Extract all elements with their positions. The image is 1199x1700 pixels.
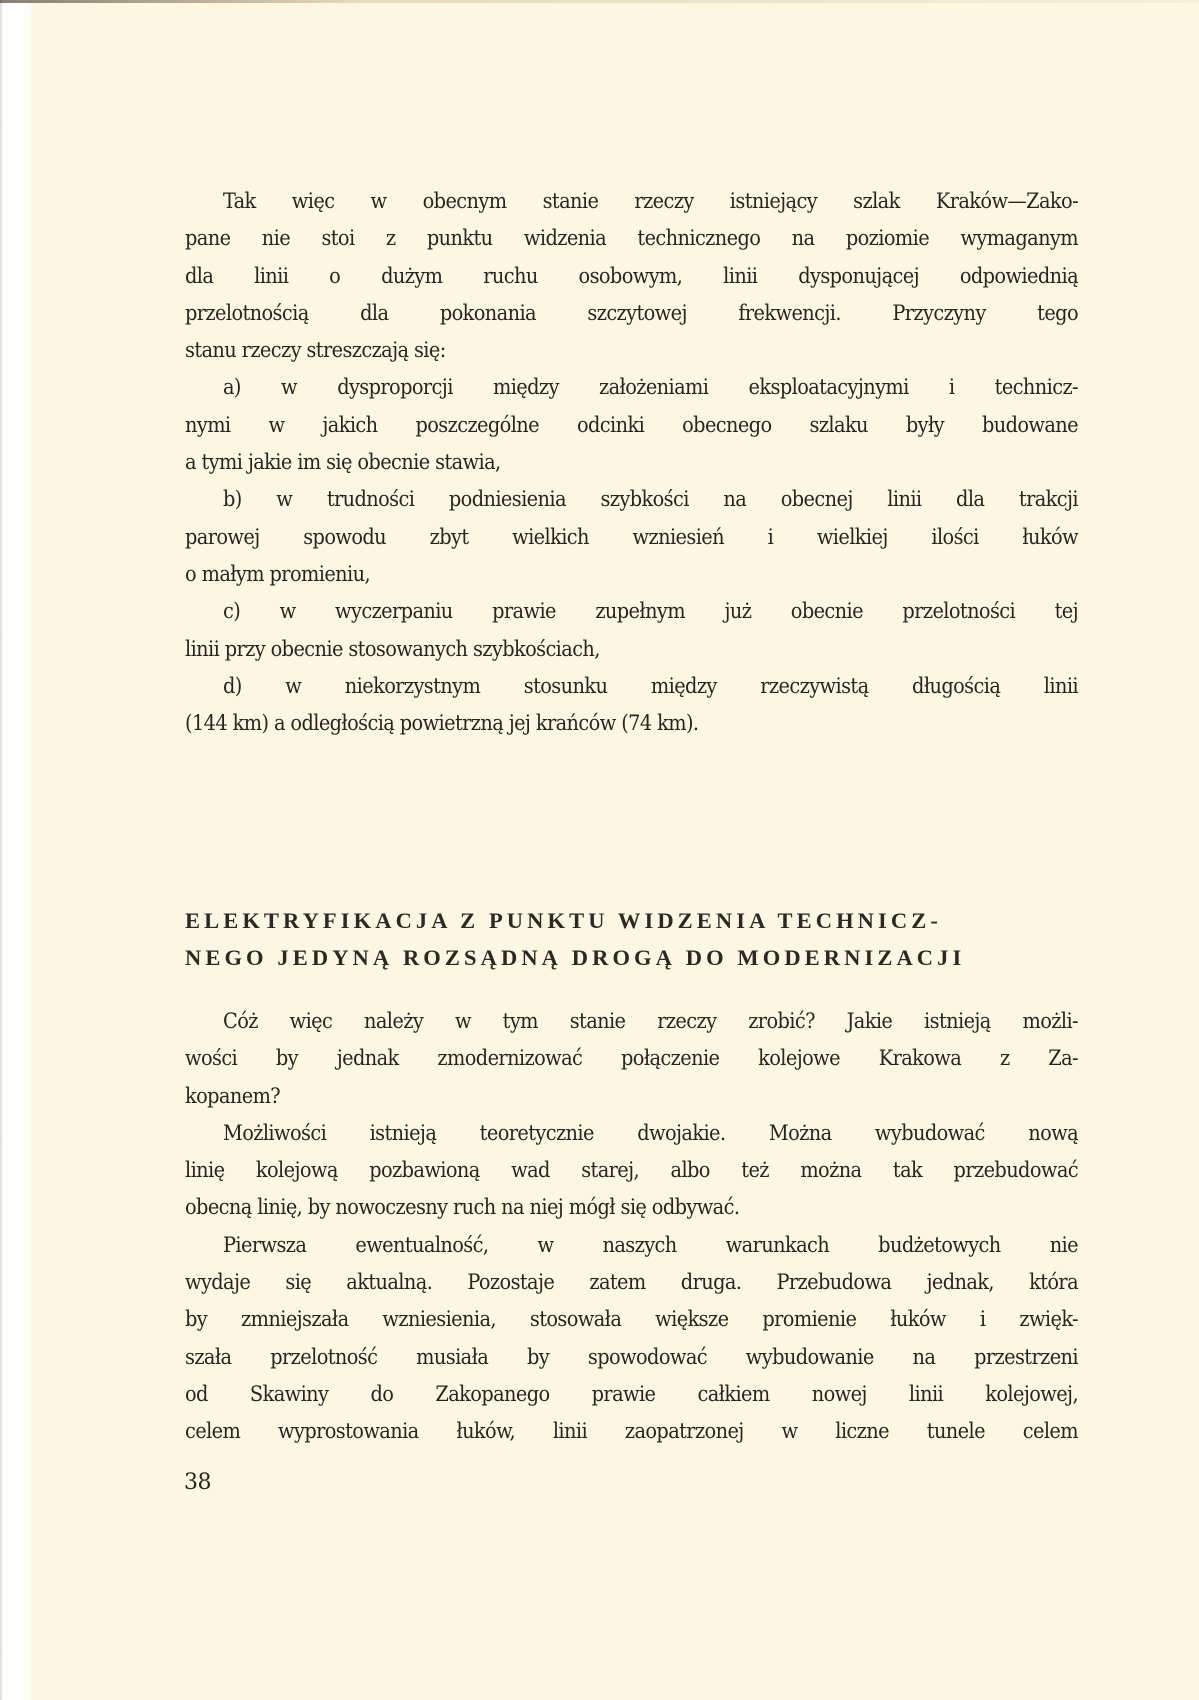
section-heading <box>185 902 1078 976</box>
paragraph-question <box>185 1003 1078 1115</box>
text-line: (144 km) a odległością powietrzną jej krańców (74 km). <box>185 711 699 737</box>
heading-line: NEGO JEDYNĄ ROZSĄDNĄ DROGĄ DO MODERNIZACJI <box>185 945 966 970</box>
text-line: kopanem? <box>185 1083 281 1109</box>
text-line: wydaje się aktualną. Pozostaje zatem druga. Przebudowa jednak, która <box>185 1270 1078 1296</box>
text-line: o małym promieniu, <box>185 561 371 587</box>
text-line: linię kolejową pozbawioną wad starej, albo też można tak przebudować <box>185 1158 1078 1184</box>
text-line: by zmniejszała wzniesienia, stosowała większe promienie łuków i zwięk- <box>185 1307 1078 1333</box>
text-line: a) w dysproporcji między założeniami eksploatacyjnymi i technicz- <box>223 375 1078 401</box>
text-line: przelotnością dla pokonania szczytowej frekwencji. Przyczyny tego <box>185 300 1078 326</box>
text-line: Cóż więc należy w tym stanie rzeczy zrobić? Jakie istnieją możli- <box>223 1009 1078 1034</box>
text-line: Pierwsza ewentualność, w naszych warunkach budżetowych nie <box>223 1232 1078 1258</box>
text-line: dla linii o dużym ruchu osobowym, linii dysponującej odpowiednią <box>185 263 1078 289</box>
scan-top-edge <box>0 0 1199 3</box>
text-line: od Skawiny do Zakopanego prawie całkiem nowej linii kolejowej, <box>185 1381 1078 1407</box>
text-line: parowej spowodu zbyt wielkich wzniesień i wielkiej ilości łuków <box>185 524 1078 550</box>
section-2-text <box>185 1003 1078 1451</box>
text-line: szała przelotność musiała by spowodować wybudowanie na przestrzeni <box>185 1344 1078 1370</box>
text-line: pane nie stoi z punktu widzenia technicznego na poziomie wymaganym <box>185 226 1078 252</box>
text-line: celem wyprostowania łuków, linii zaopatrzonej w liczne tunele celem <box>185 1419 1078 1445</box>
text-line: Tak więc w obecnym stanie rzeczy istniejący szlak Kraków—Zako- <box>223 189 1078 214</box>
list-item-c <box>185 593 1078 668</box>
scan-left-edge <box>0 0 32 1700</box>
paragraph-intro <box>185 183 1078 369</box>
text-line: d) w niekorzystnym stosunku między rzeczywistą długością linii <box>223 673 1078 699</box>
page-number: 38 <box>184 1470 211 1495</box>
section-1-text <box>185 183 1078 742</box>
list-item-a <box>185 369 1078 481</box>
paragraph-first-option <box>185 1227 1078 1451</box>
text-line: wości by jednak zmodernizować połączenie kolejowe Krakowa z Za- <box>185 1046 1078 1072</box>
text-line: c) w wyczerpaniu prawie zupełnym już obecnie przelotności tej <box>223 599 1078 625</box>
text-line: b) w trudności podniesienia szybkości na obecnej linii dla trakcji <box>223 487 1078 513</box>
text-line: obecną linię, by nowoczesny ruch na niej mógł się odbywać. <box>185 1195 740 1221</box>
text-line: a tymi jakie im się obecnie stawia, <box>185 450 501 476</box>
paragraph-possibilities <box>185 1115 1078 1227</box>
text-line: nymi w jakich poszczególne odcinki obecnego szlaku były budowane <box>185 412 1078 438</box>
list-item-b <box>185 481 1078 593</box>
heading-line: ELEKTRYFIKACJA Z PUNKTU WIDZENIA TECHNICZ- <box>185 908 942 933</box>
list-item-d <box>185 668 1078 743</box>
text-line: stanu rzeczy streszczają się: <box>185 338 446 364</box>
text-line: linii przy obecnie stosowanych szybkościach, <box>185 636 600 662</box>
text-line: Możliwości istnieją teoretycznie dwojakie. Można wybudować nową <box>223 1120 1078 1146</box>
